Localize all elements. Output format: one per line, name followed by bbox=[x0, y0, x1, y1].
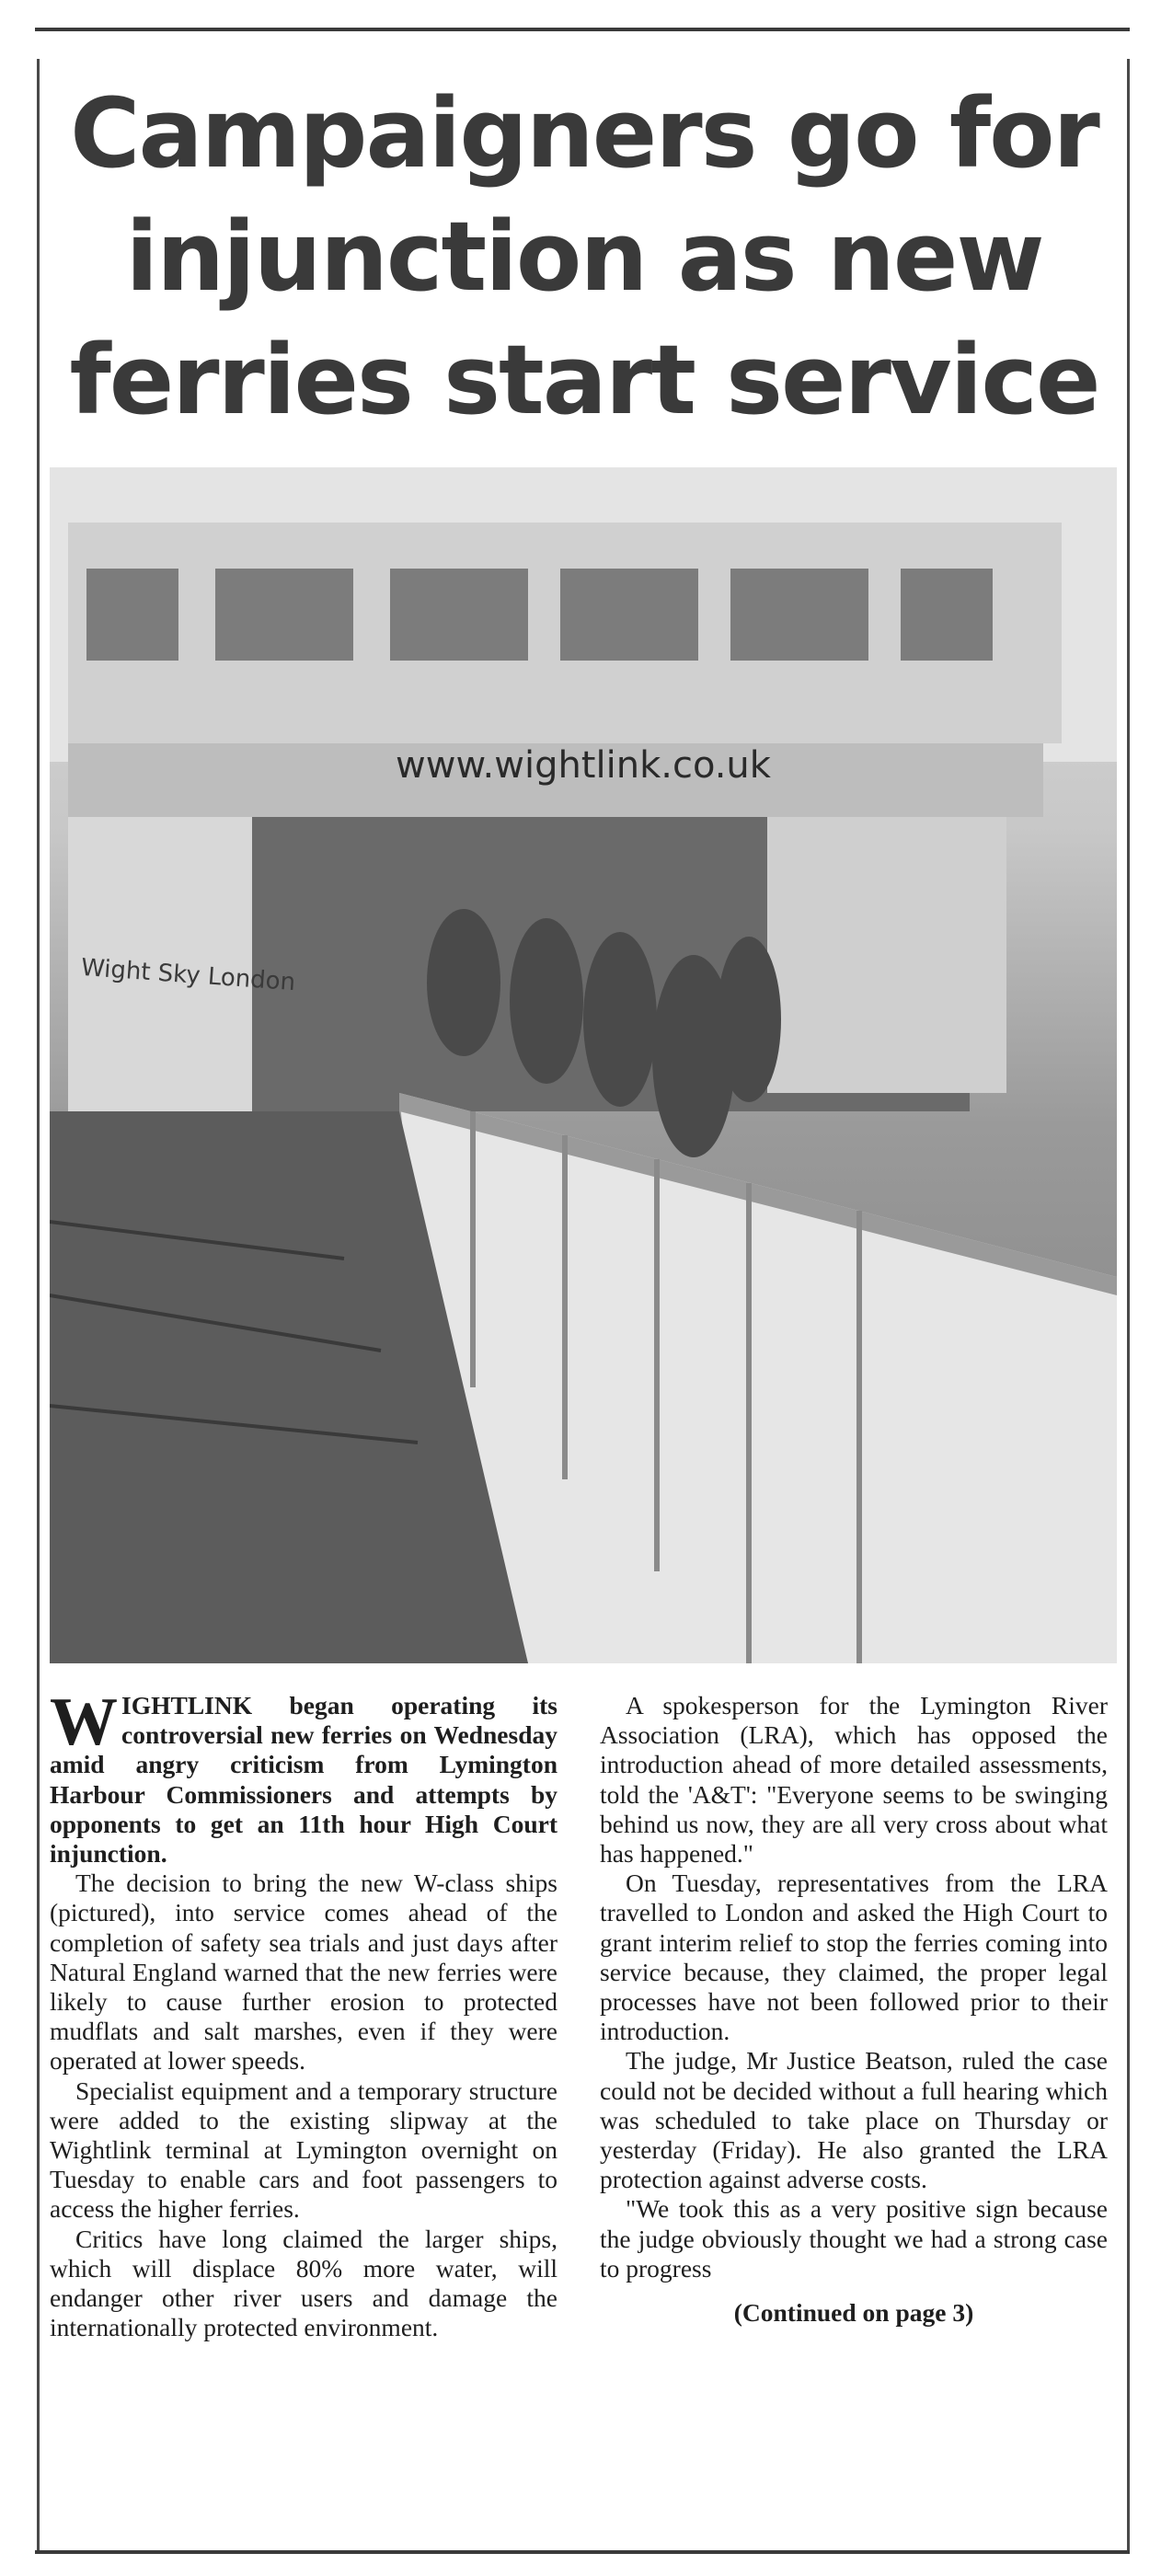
ship-name-sign: Wight Sky London bbox=[80, 953, 297, 997]
continued-note: (Continued on page 3) bbox=[733, 2298, 974, 2328]
paragraph: A spokesperson for the Lymington River Association (LRA), which has opposed the introduction ahead of more detailed assessments, told the 'A&T': "Everyone seems to be swinging behind us now, they are all very cross about what has happened." bbox=[600, 1691, 1108, 1869]
paragraph: On Tuesday, representatives from the LRA travelled to London and asked the High Court to grant interim relief to stop the ferries coming into service because, they claimed, the proper legal processes have not been followed prior to their introduction. bbox=[600, 1869, 1108, 2046]
paragraph: The judge, Mr Justice Beatson, ruled the case could not be decided without a full hearing which was scheduled to take place on Thursday or yesterday (Friday). He also granted the LRA protection against adverse costs. bbox=[600, 2046, 1108, 2194]
paragraph: Critics have long claimed the larger ships, which will displace 80% more water, will endanger other river users and damage the internationally protected environment. bbox=[50, 2224, 558, 2342]
column-left bbox=[50, 1685, 558, 2342]
website-sign: www.wightlink.co.uk bbox=[396, 744, 771, 787]
ferry-photo bbox=[50, 467, 1117, 1663]
bottom-rule bbox=[35, 2550, 1130, 2554]
paragraph: Specialist equipment and a temporary structure were added to the existing slipway at the Wightlink terminal at Lymington overnight on Tuesday to enable cars and foot passengers to access the higher ferries. bbox=[50, 2076, 558, 2224]
lead-text: IGHTLINK began operating its controversial new ferries on Wednesday amid angry criticism from Lymington Harbour Commissioners and attempts by opponents to get an 11th hour High Court injunction. bbox=[50, 1691, 558, 1869]
headline: Campaigners go for injunction as new ferries start service bbox=[69, 77, 1099, 436]
drop-cap: W bbox=[50, 1685, 118, 1760]
column-right bbox=[600, 1691, 1108, 2328]
paragraph: "We took this as a very positive sign because the judge obviously thought we had a strong case to progress bbox=[600, 2194, 1108, 2283]
top-rule bbox=[35, 28, 1130, 31]
lead-paragraph bbox=[50, 1685, 558, 1869]
paragraph: The decision to bring the new W-class ships (pictured), into service comes ahead of the completion of safety sea trials and just days after Natural England warned that the new ferries were likely to cause further erosion to protected mudflats and salt marshes, even if they were operated at lower speeds. bbox=[50, 1869, 558, 2076]
